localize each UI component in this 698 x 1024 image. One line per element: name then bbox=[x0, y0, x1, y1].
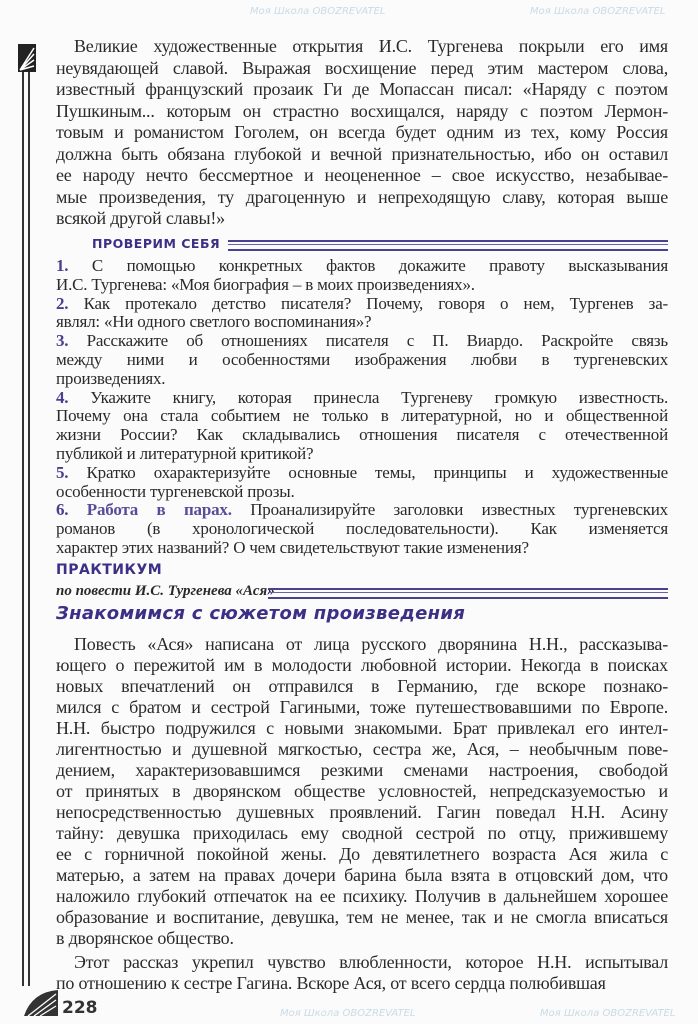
text-line: мился с братом и сестрой Гагиными, тоже путешествовавшими по Европе. bbox=[56, 697, 668, 717]
question-line bbox=[56, 464, 668, 483]
question-line bbox=[56, 332, 668, 351]
question-line bbox=[56, 295, 668, 314]
text-line: Пушкиным... которым он страстно восхищался, наряду с поэтом Лермон- bbox=[56, 100, 668, 121]
question-line bbox=[56, 276, 668, 295]
question-text: особенности тургеневской прозы. bbox=[56, 481, 295, 501]
question-line bbox=[56, 370, 668, 389]
question-number: 2. bbox=[56, 293, 69, 313]
pair-work-label: Работа в парах. bbox=[86, 500, 232, 520]
practicum-heading: ПРАКТИКУМ bbox=[56, 562, 163, 578]
question-text: Кратко охарактеризуйте основные темы, принципы и художественные bbox=[86, 462, 668, 482]
question-text: С помощью конкретных фактов докажите правоту высказывания bbox=[91, 256, 668, 275]
question-number: 5. bbox=[56, 462, 69, 482]
text-line: лигентностью и душевной мягкостью, сестра же, Ася, – необычным пове- bbox=[56, 739, 668, 759]
question-text: Как протекало детство писателя? Почему, говоря о нем, Тургенев за- bbox=[83, 293, 668, 313]
heading-rule bbox=[228, 240, 668, 251]
question-line bbox=[56, 313, 668, 332]
ornament-bottom-icon bbox=[22, 988, 60, 1018]
question-text: И.С. Тургенева: «Моя биография – в моих произведениях». bbox=[56, 274, 475, 294]
question-text: романов (в хронологической последовательности). Как изменяется bbox=[56, 519, 668, 539]
text-line: матерью, а затем на правах дочери барина была взята в отцовский дом, что bbox=[56, 865, 668, 885]
question-text: являл: «Ни одного светлого воспоминания»? bbox=[56, 312, 372, 332]
question-line bbox=[56, 407, 668, 426]
question-number: 1. bbox=[56, 256, 69, 275]
question-text: произведениях. bbox=[56, 368, 166, 388]
watermark: Моя Школа OBOZREVATEL bbox=[250, 6, 386, 17]
question-text: характер этих названий? О чем свидетельствуют такие изменения? bbox=[56, 538, 529, 557]
text-line: товым и романистом Гоголем, он всегда будет одним из тех, кому Россия bbox=[56, 122, 668, 142]
question-text: Почему она стала событием не только в литературной, но и общественной bbox=[56, 406, 668, 426]
question-line bbox=[56, 445, 668, 464]
text-line: неувядающей славой. Выражая восхищение перед этим мастером слова, bbox=[56, 57, 668, 78]
watermark: Моя Школа OBOZREVATEL bbox=[540, 1008, 676, 1019]
practicum-subtitle: по повести И.С. Тургенева «Ася» bbox=[56, 583, 275, 599]
text-line: всякой другой славы!» bbox=[56, 208, 225, 228]
text-line: дением, характеризовавшимся резкими сменами настроения, свободой bbox=[56, 760, 668, 780]
text-line: известный французский прозаик Ги де Мопассан писал: «Наряду с поэтом bbox=[56, 79, 668, 99]
question-text: между ними и особенностями изображения любви в тургеневских bbox=[56, 350, 668, 369]
question-text: публикой и литературной критикой? bbox=[56, 444, 314, 463]
text-line: в дворянское общество. bbox=[56, 928, 234, 948]
text-line: ющего о пережитой им в молодости любовной истории. Некогда в поисках bbox=[56, 655, 668, 675]
text-line: должна быть обязана глубокой и вечной признательностью, ибо он оставил bbox=[56, 143, 668, 164]
question-line bbox=[56, 389, 668, 408]
text-line: Великие художественные открытия И.С. Тургенева покрыли его имя bbox=[74, 36, 668, 56]
text-line: Н.Н. быстро подружился с новыми знакомыми. Брат привлекал его интел- bbox=[56, 718, 668, 738]
question-number: 3. bbox=[56, 331, 69, 351]
question-line bbox=[56, 501, 668, 520]
section-title: Знакомимся с сюжетом произведения bbox=[56, 603, 466, 624]
text-line: от принятых в дворянском обществе условностей, непредсказуемостью и bbox=[56, 781, 668, 801]
question-line bbox=[56, 520, 668, 539]
check-yourself-heading: ПРОВЕРИМ СЕБЯ bbox=[92, 236, 221, 251]
question-number: 4. bbox=[56, 387, 69, 407]
text-line: по отношению к сестре Гагина. Вскоре Ася, от всего сердца полюбившая bbox=[56, 973, 606, 993]
page-border-decoration bbox=[22, 64, 30, 986]
question-text: Укажите книгу, которая принесла Тургеневу громкую известность. bbox=[90, 387, 668, 407]
text-line: ее народу нечто бессмертное и неоцененное – свое искусство, незабывае- bbox=[56, 165, 668, 185]
question-line bbox=[56, 483, 668, 502]
text-line: образование и воспитание, девушка, тем не менее, так и не смогла вписаться bbox=[56, 907, 668, 927]
page-number: 228 bbox=[62, 998, 98, 1018]
question-number: 6. bbox=[56, 500, 69, 520]
question-line bbox=[56, 539, 668, 558]
watermark: Моя Школа OBOZREVATEL bbox=[530, 6, 666, 17]
ornament-top-icon bbox=[18, 44, 36, 72]
subtitle-rule bbox=[268, 588, 668, 599]
text-line: новых впечатлений он отправился в Германию, где вскоре познако- bbox=[56, 676, 668, 696]
text-line: мые произведения, ту драгоценную и непреходящую славу, которая выше bbox=[56, 186, 668, 207]
question-line bbox=[56, 257, 668, 276]
question-line bbox=[56, 426, 668, 445]
text-line: Этот рассказ укрепил чувство влюбленности, которое Н.Н. испытывал bbox=[74, 952, 668, 972]
text-line: ее с горничной покойной жены. До девятилетнего возраста Ася жила с bbox=[56, 844, 668, 864]
question-text: Расскажите об отношениях писателя с П. Виардо. Раскройте связь bbox=[86, 331, 668, 351]
watermark: Моя Школа OBOZREVATEL bbox=[280, 1008, 416, 1019]
text-line: Повесть «Ася» написана от лица русского дворянина Н.Н., рассказыва- bbox=[74, 634, 668, 654]
text-line: наложило глубокий отпечаток на ее психику. Получив в дальнейшем хорошее bbox=[56, 886, 668, 906]
text-line: тайну: девушка приходилась ему сводной сестрой по отцу, прижившему bbox=[56, 823, 668, 843]
question-text: жизни России? Как складывались отношения писателя с отечественной bbox=[56, 425, 668, 445]
text-line: непосредственностью душевных проявлений. Гагин поведал Н.Н. Асину bbox=[56, 802, 668, 822]
question-text: Проанализируйте заголовки известных тургеневских bbox=[250, 500, 668, 520]
question-line bbox=[56, 351, 668, 370]
